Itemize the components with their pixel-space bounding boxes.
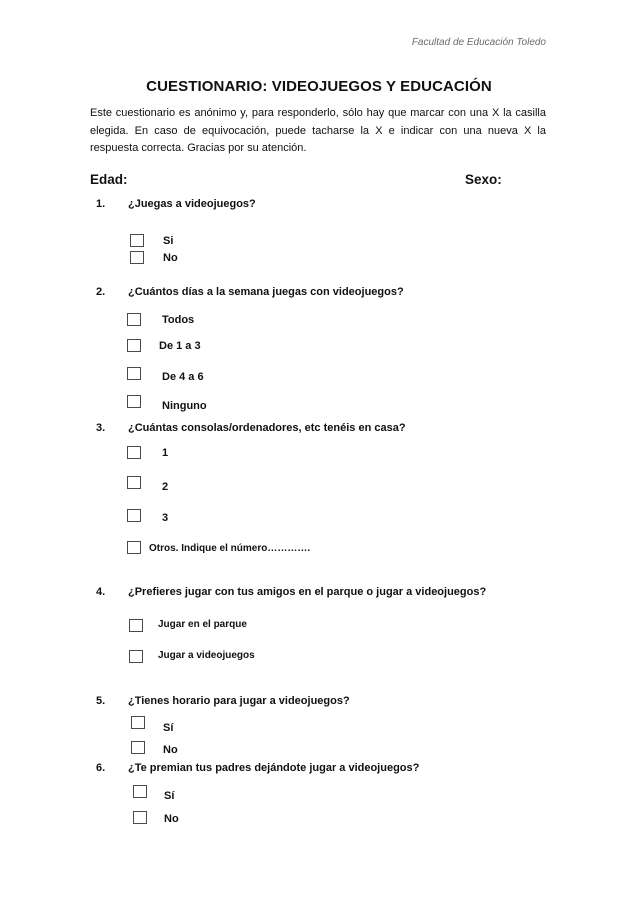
question-number: 2. <box>96 286 106 298</box>
question-number: 1. <box>96 198 106 210</box>
checkbox[interactable] <box>130 234 144 247</box>
question-text: ¿Cuántos días a la semana juegas con videojuegos? <box>128 286 404 298</box>
checkbox[interactable] <box>131 741 145 754</box>
question-text: ¿Te premian tus padres dejándote jugar a videojuegos? <box>128 762 420 774</box>
checkbox[interactable] <box>130 251 144 264</box>
option-label: 3 <box>162 512 169 524</box>
option-label: 1 <box>162 447 169 459</box>
option-label: No <box>163 744 178 756</box>
checkbox[interactable] <box>127 339 141 352</box>
option-label: No <box>163 252 178 264</box>
option-label: De 1 a 3 <box>159 340 201 352</box>
option-label: Ninguno <box>162 400 207 412</box>
option-label: Sí <box>164 790 175 802</box>
checkbox[interactable] <box>129 650 143 663</box>
checkbox[interactable] <box>127 446 141 459</box>
checkbox[interactable] <box>133 811 147 824</box>
question-number: 3. <box>96 422 106 434</box>
question-text: ¿Tienes horario para jugar a videojuegos? <box>128 695 350 707</box>
question-5 <box>96 695 350 707</box>
checkbox[interactable] <box>127 509 141 522</box>
age-label: Edad: <box>90 172 128 187</box>
sex-label: Sexo: <box>465 172 502 187</box>
page-title: CUESTIONARIO: VIDEOJUEGOS Y EDUCACIÓN <box>146 78 492 95</box>
question-text: ¿Cuántas consolas/ordenadores, etc tenéis en casa? <box>128 422 406 434</box>
option-label: Sí <box>163 722 174 734</box>
question-6 <box>96 762 419 774</box>
option-label: Otros. Indique el número…………. <box>149 543 311 554</box>
option-label: Jugar a videojuegos <box>158 650 255 661</box>
checkbox[interactable] <box>127 367 141 380</box>
checkbox[interactable] <box>131 716 145 729</box>
option-label: No <box>164 813 179 825</box>
option-label: De 4 a 6 <box>162 371 204 383</box>
checkbox[interactable] <box>127 476 141 489</box>
header-faculty-note: Facultad de Educación Toledo <box>411 37 546 48</box>
intro-paragraph: Este cuestionario es anónimo y, para responderlo, sólo hay que marcar con una X la casilla elegida. En caso de equivocación, puede tacharse la X e indicar con una nueva X la respuesta correcta. Gracias por su atención. <box>90 107 546 155</box>
question-text: ¿Prefieres jugar con tus amigos en el parque o jugar a videojuegos? <box>128 586 487 598</box>
checkbox[interactable] <box>127 313 141 326</box>
question-text: ¿Juegas a videojuegos? <box>128 198 256 210</box>
checkbox[interactable] <box>133 785 147 798</box>
checkbox[interactable] <box>129 619 143 632</box>
option-label: 2 <box>162 481 169 493</box>
question-2 <box>96 286 404 298</box>
checkbox[interactable] <box>127 395 141 408</box>
question-number: 6. <box>96 762 106 774</box>
question-number: 4. <box>96 586 106 598</box>
question-1 <box>96 198 256 210</box>
question-number: 5. <box>96 695 106 707</box>
checkbox[interactable] <box>127 541 141 554</box>
question-4 <box>96 586 486 598</box>
option-label: Todos <box>162 314 195 326</box>
option-label: Si <box>163 235 174 247</box>
option-label: Jugar en el parque <box>158 619 247 630</box>
question-3 <box>96 422 406 434</box>
